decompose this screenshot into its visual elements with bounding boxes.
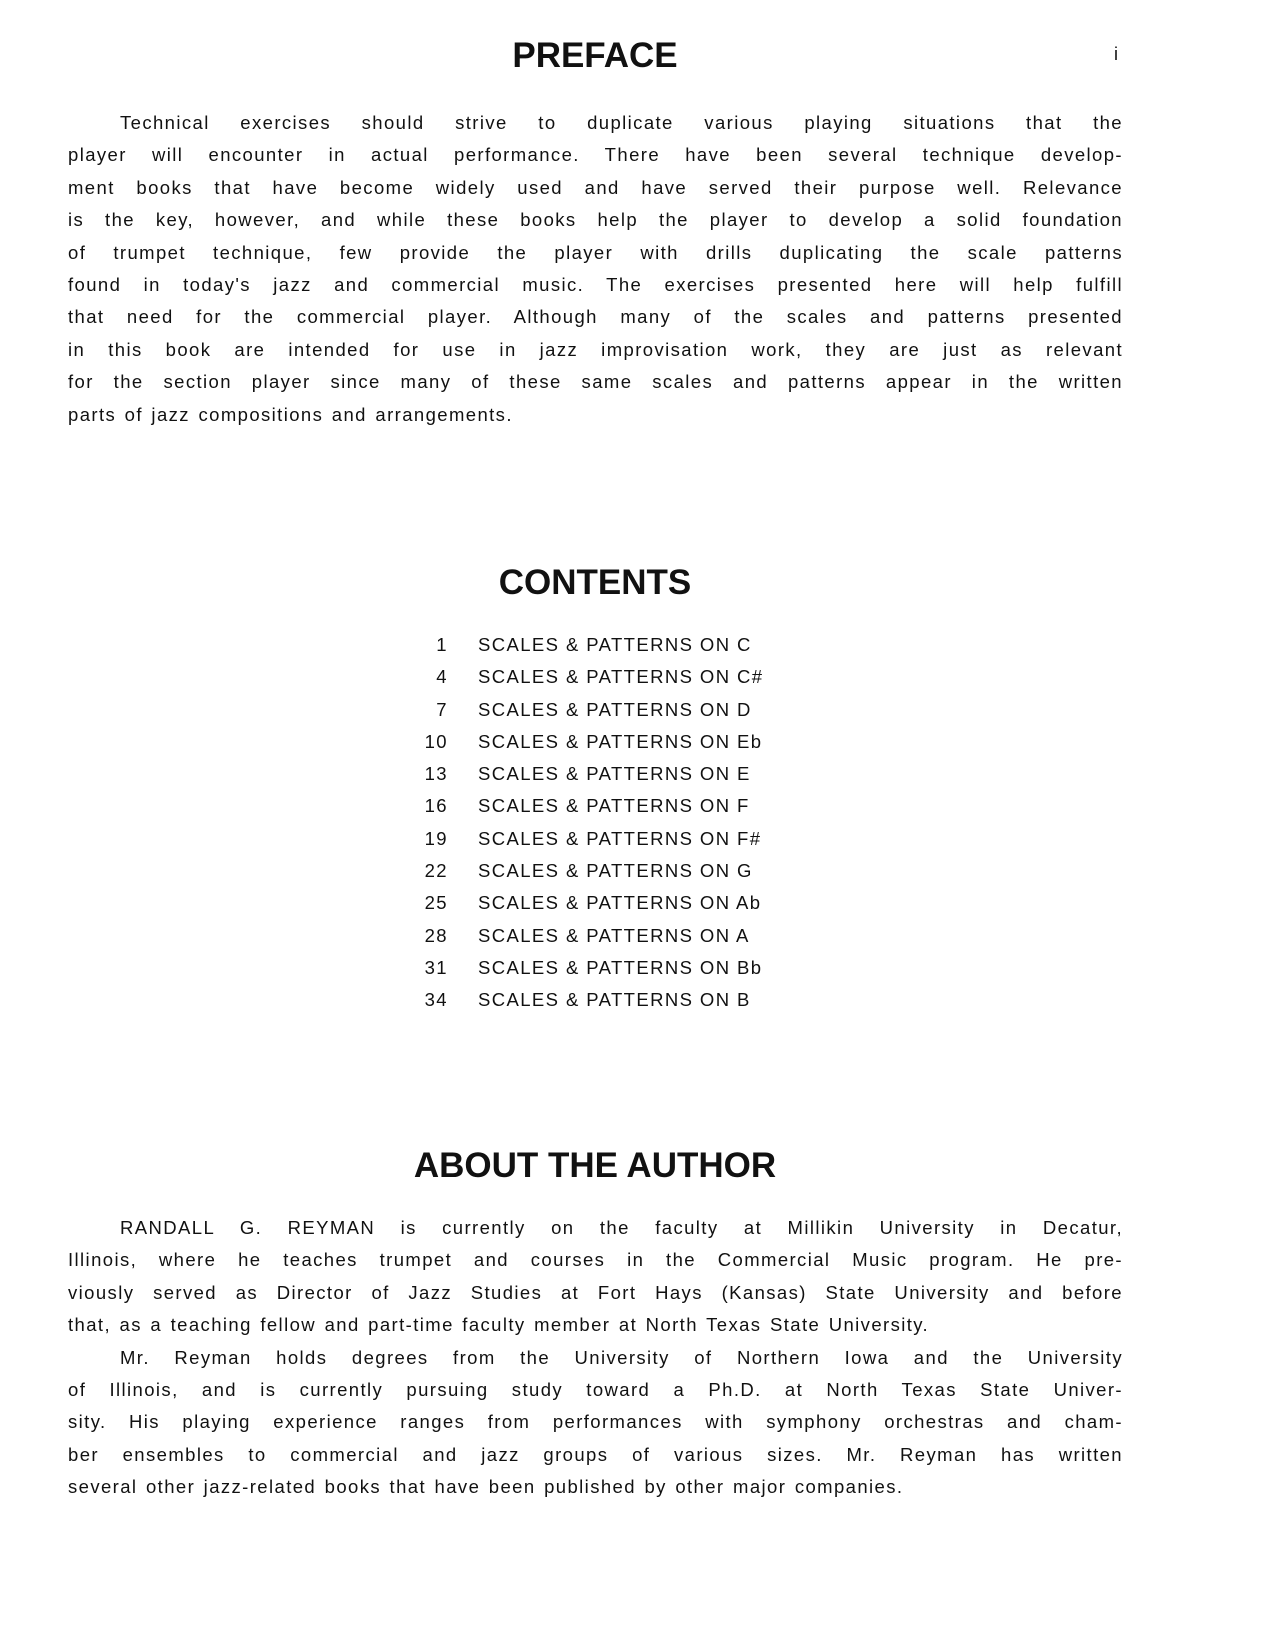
contents-page-number: 1 <box>436 634 448 655</box>
contents-page-number: 7 <box>436 698 448 720</box>
contents-entry <box>400 758 763 790</box>
about-paragraph <box>68 1212 1123 1504</box>
contents-entry-title: SCALES & PATTERNS ON F# <box>478 827 762 849</box>
text-line: Mr. Reyman holds degrees from the University of Northern Iowa and the University <box>120 1346 1123 1368</box>
contents-entry <box>400 629 763 661</box>
text-line: in this book are intended for use in jazz improvisation work, they are just as relevant <box>68 338 1123 360</box>
contents-entry-title: SCALES & PATTERNS ON E <box>478 763 751 785</box>
contents-page-number: 19 <box>424 827 448 849</box>
contents-page-number: 34 <box>424 989 448 1011</box>
contents-entry <box>400 920 763 952</box>
text-line: found in today's jazz and commercial music. The exercises presented here will help fulfill <box>68 273 1123 295</box>
text-line: RANDALL G. REYMAN is currently on the faculty at Millikin University in Decatur, <box>120 1217 1123 1238</box>
contents-entry <box>400 952 763 984</box>
text-line: that need for the commercial player. Although many of the scales and patterns presented <box>68 306 1123 328</box>
text-line: parts of jazz compositions and arrangements. <box>68 403 513 425</box>
contents-entry <box>400 726 763 758</box>
contents-page-number: 22 <box>424 860 448 882</box>
text-line: ment books that have become widely used and have served their purpose well. Relevance <box>68 176 1123 198</box>
contents-page-number: 31 <box>424 956 448 978</box>
text-line: of trumpet technique, few provide the player with drills duplicating the scale patterns <box>68 241 1123 263</box>
contents-entry-title: SCALES & PATTERNS ON C <box>478 634 752 655</box>
contents-entry <box>400 855 763 887</box>
contents-entry <box>400 694 763 726</box>
text-line: of Illinois, and is currently pursuing study toward a Ph.D. at North Texas State Univer- <box>68 1378 1123 1400</box>
text-line: for the section player since many of these same scales and patterns appear in the written <box>68 371 1123 393</box>
contents-page-number: 13 <box>424 763 448 785</box>
text-line: is the key, however, and while these books help the player to develop a solid foundation <box>68 209 1123 231</box>
contents-entry <box>400 984 763 1016</box>
text-line: several other jazz-related books that have been published by other major companies. <box>68 1476 904 1498</box>
contents-page-number: 25 <box>424 892 448 914</box>
contents-entry-title: SCALES & PATTERNS ON Eb <box>478 730 763 752</box>
text-line: sity. His playing experience ranges from performances with symphony orchestras and cham- <box>68 1411 1123 1433</box>
preface-heading: PREFACE <box>512 36 678 75</box>
contents-page-number: 16 <box>424 795 448 817</box>
contents-entry <box>400 661 763 693</box>
contents-entry <box>400 790 763 822</box>
contents-entry-title: SCALES & PATTERNS ON Ab <box>478 892 762 914</box>
text-line: viously served as Director of Jazz Studies at Fort Hays (Kansas) State University and before <box>68 1281 1123 1303</box>
text-line: player will encounter in actual performance. There have been several technique develop- <box>68 144 1123 166</box>
contents-entry-title: SCALES & PATTERNS ON D <box>478 698 752 720</box>
contents-entry-title: SCALES & PATTERNS ON C# <box>478 666 764 688</box>
contents-list <box>400 629 763 1017</box>
contents-entry-title: SCALES & PATTERNS ON G <box>478 860 753 882</box>
contents-page-number: 28 <box>424 924 448 946</box>
page-number: i <box>1114 44 1118 64</box>
contents-entry-title: SCALES & PATTERNS ON A <box>478 924 750 946</box>
contents-entry <box>400 823 763 855</box>
contents-entry-title: SCALES & PATTERNS ON B <box>478 989 751 1011</box>
contents-page-number: 10 <box>424 730 448 752</box>
contents-entry-title: SCALES & PATTERNS ON F <box>478 795 750 817</box>
text-line: Technical exercises should strive to duplicate various playing situations that the <box>120 112 1123 133</box>
about-heading: ABOUT THE AUTHOR <box>413 1146 777 1185</box>
text-line: ber ensembles to commercial and jazz groups of various sizes. Mr. Reyman has written <box>68 1443 1123 1465</box>
contents-entry-title: SCALES & PATTERNS ON Bb <box>478 956 763 978</box>
contents-page-number: 4 <box>436 666 448 688</box>
contents-heading: CONTENTS <box>498 563 692 602</box>
text-line: that, as a teaching fellow and part-time faculty member at North Texas State University. <box>68 1314 930 1336</box>
contents-entry <box>400 887 763 919</box>
preface-paragraph <box>68 107 1123 431</box>
text-line: Illinois, where he teaches trumpet and courses in the Commercial Music program. He pre- <box>68 1249 1123 1271</box>
